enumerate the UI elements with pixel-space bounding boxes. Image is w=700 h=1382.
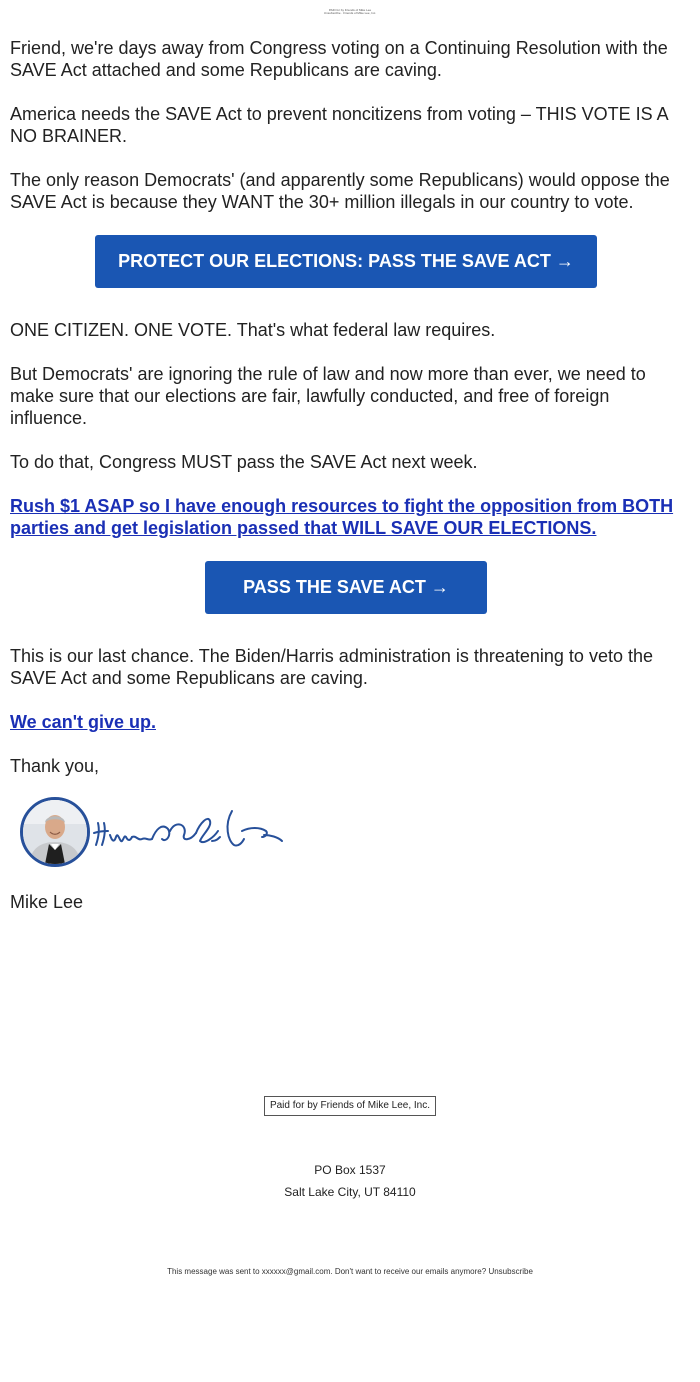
cta-1-container — [10, 235, 682, 288]
rush-paragraph — [10, 495, 682, 539]
unsubscribe-line — [0, 1267, 700, 1277]
paid-for-section — [0, 1096, 700, 1116]
thank-you-text: Thank you, — [10, 756, 100, 776]
email-body — [10, 37, 682, 935]
intro-paragraph-2: America needs the SAVE Act to prevent noncitizens from voting – THIS VOTE IS A NO BRAINER. — [10, 104, 668, 146]
po-box: PO Box 1537 — [314, 1163, 386, 1177]
preheader — [0, 9, 700, 15]
cant-give-up-link[interactable]: We can't give up. — [10, 712, 156, 732]
preheader-line-2: Unsubscribe · Friends of Mike Lee, Inc. — [323, 11, 377, 15]
last-chance-paragraph: This is our last chance. The Biden/Harris administration is threatening to veto the SAVE Act and some Republicans are caving. — [10, 646, 653, 688]
avatar — [20, 797, 90, 867]
intro-paragraph-1: Friend, we're days away from Congress voting on a Continuing Resolution with the SAVE Act attached and some Republicans are caving. — [10, 38, 668, 80]
signature-block — [10, 797, 682, 879]
signature-icon — [92, 801, 292, 861]
city-state-zip: Salt Lake City, UT 84110 — [284, 1185, 416, 1199]
rush-donate-link[interactable]: Rush $1 ASAP so I have enough resources to fight the opposition from BOTH parties and get legislation passed that WILL SAVE OUR ELECTIONS. — [10, 496, 674, 538]
paid-for-box: Paid for by Friends of Mike Lee, Inc. — [264, 1096, 436, 1116]
avatar-photo-icon — [23, 800, 87, 864]
unsubscribe-link[interactable]: Unsubscribe — [488, 1267, 533, 1276]
pass-save-act-button[interactable]: PASS THE SAVE ACT → — [205, 561, 487, 614]
cant-give-up-paragraph — [10, 711, 682, 733]
body-paragraph-1: ONE CITIZEN. ONE VOTE. That's what federal law requires. — [10, 320, 496, 340]
body-paragraph-2: But Democrats' are ignoring the rule of law and now more than ever, we need to make sure that our elections are fair, lawfully conducted, and free of foreign influence. — [10, 364, 646, 428]
intro-paragraph-3: The only reason Democrats' (and apparently some Republicans) would oppose the SAVE Act is because they WANT the 30+ million illegals in our country to vote. — [10, 170, 670, 212]
sent-to-text: This message was sent to xxxxxx@gmail.com. Don't want to receive our emails anymore? — [167, 1267, 487, 1276]
protect-elections-button[interactable]: PROTECT OUR ELECTIONS: PASS THE SAVE ACT → — [95, 235, 597, 288]
signer-name: Mike Lee — [10, 892, 84, 912]
body-paragraph-3: To do that, Congress MUST pass the SAVE Act next week. — [10, 452, 478, 472]
address-section — [0, 1159, 700, 1203]
preheader-line-1: PAID for by Friends of Mike Lee — [328, 8, 372, 12]
cta-2-container — [10, 561, 682, 614]
unsubscribe-section — [0, 1267, 700, 1277]
